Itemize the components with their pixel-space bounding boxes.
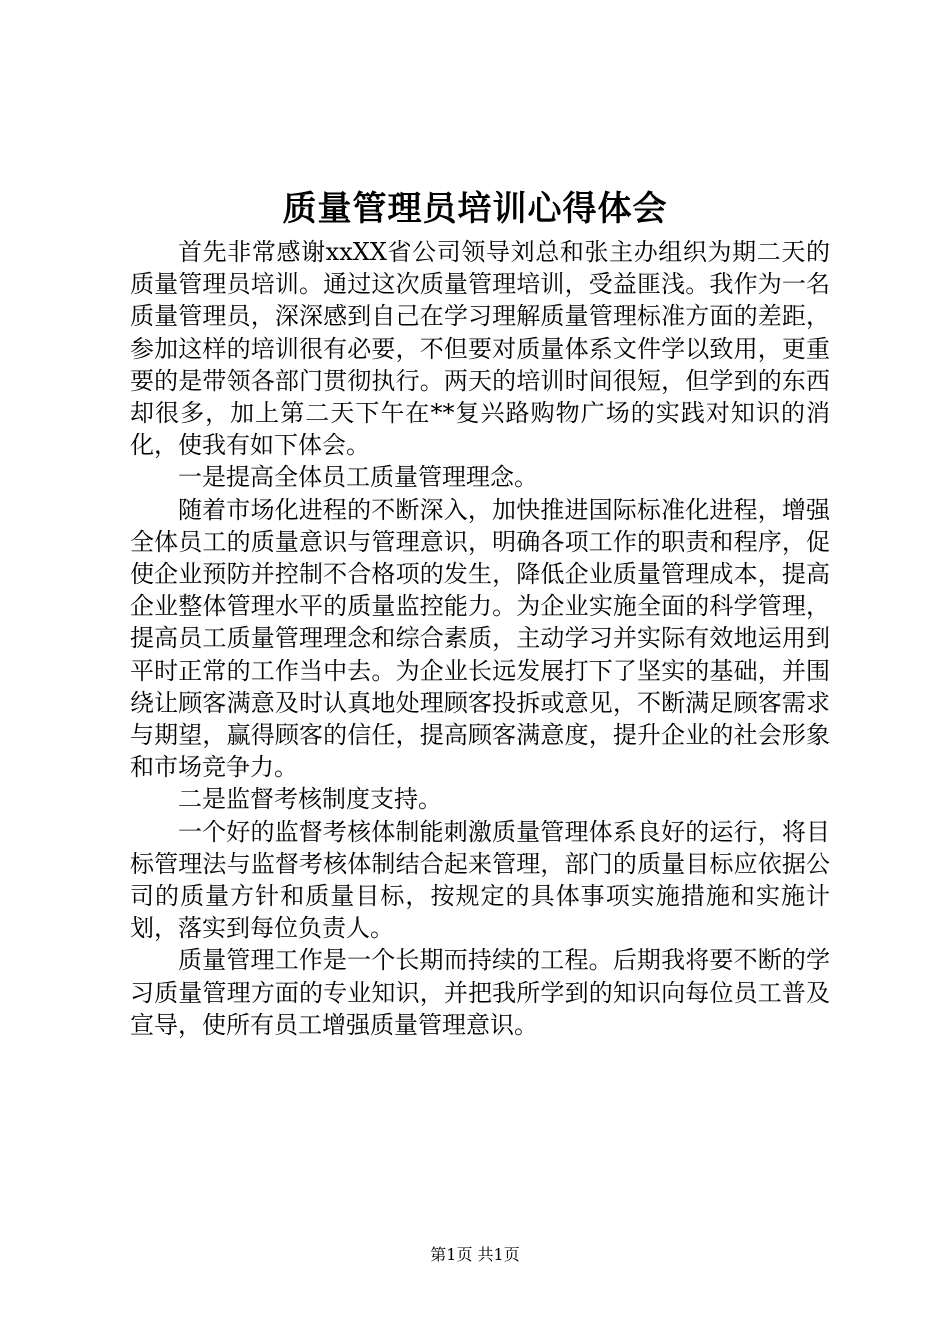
document-title: 质量管理员培训心得体会 bbox=[282, 189, 668, 229]
paragraph-heading-2: 二是监督考核制度支持。 bbox=[178, 785, 442, 814]
paragraph-conclusion: 质量管理工作是一个长期而持续的工程。后期我将要不断的学习质量管理方面的专业知识，并把我所学到的知识向每位员工普及宣导，使所有员工增强质量管理意识。 bbox=[130, 946, 830, 1039]
page-footer: 第1页 共1页 bbox=[430, 1245, 520, 1264]
document-body bbox=[130, 236, 830, 1041]
paragraph-section-2: 一个好的监督考核体制能刺激质量管理体系良好的运行，将目标管理法与监督考核体制结合起来管理，部门的质量目标应依据公司的质量方针和质量目标，按规定的具体事项实施措施和实施计划，落实到每位负责人。 bbox=[130, 817, 830, 943]
paragraph-intro: 首先非常感谢xxXX省公司领导刘总和张主办组织为期二天的质量管理员培训。通过这次质量管理培训，受益匪浅。我作为一名质量管理员，深深感到自己在学习理解质量管理标准方面的差距，参加这样的培训很有必要，不但要对质量体系文件学以致用，更重要的是带领各部门贯彻执行。两天的培训时间很短，但学到的东西却很多，加上第二天下午在**复兴路购物广场的实践对知识的消化，使我有如下体会。 bbox=[130, 238, 830, 460]
paragraph-section-1: 随着市场化进程的不断深入，加快推进国际标准化进程，增强全体员工的质量意识与管理意识，明确各项工作的职责和程序，促使企业预防并控制不合格项的发生，降低企业质量管理成本，提高企业整体管理水平的质量监控能力。为企业实施全面的科学管理，提高员工质量管理理念和综合素质，主动学习并实际有效地运用到平时正常的工作当中去。为企业长远发展打下了坚实的基础，并围绕让顾客满意及时认真地处理顾客投拆或意见，不断满足顾客需求与期望，赢得顾客的信任，提高顾客满意度，提升企业的社会形象和市场竞争力。 bbox=[130, 495, 830, 782]
paragraph-heading-1: 一是提高全体员工质量管理理念。 bbox=[178, 463, 538, 492]
